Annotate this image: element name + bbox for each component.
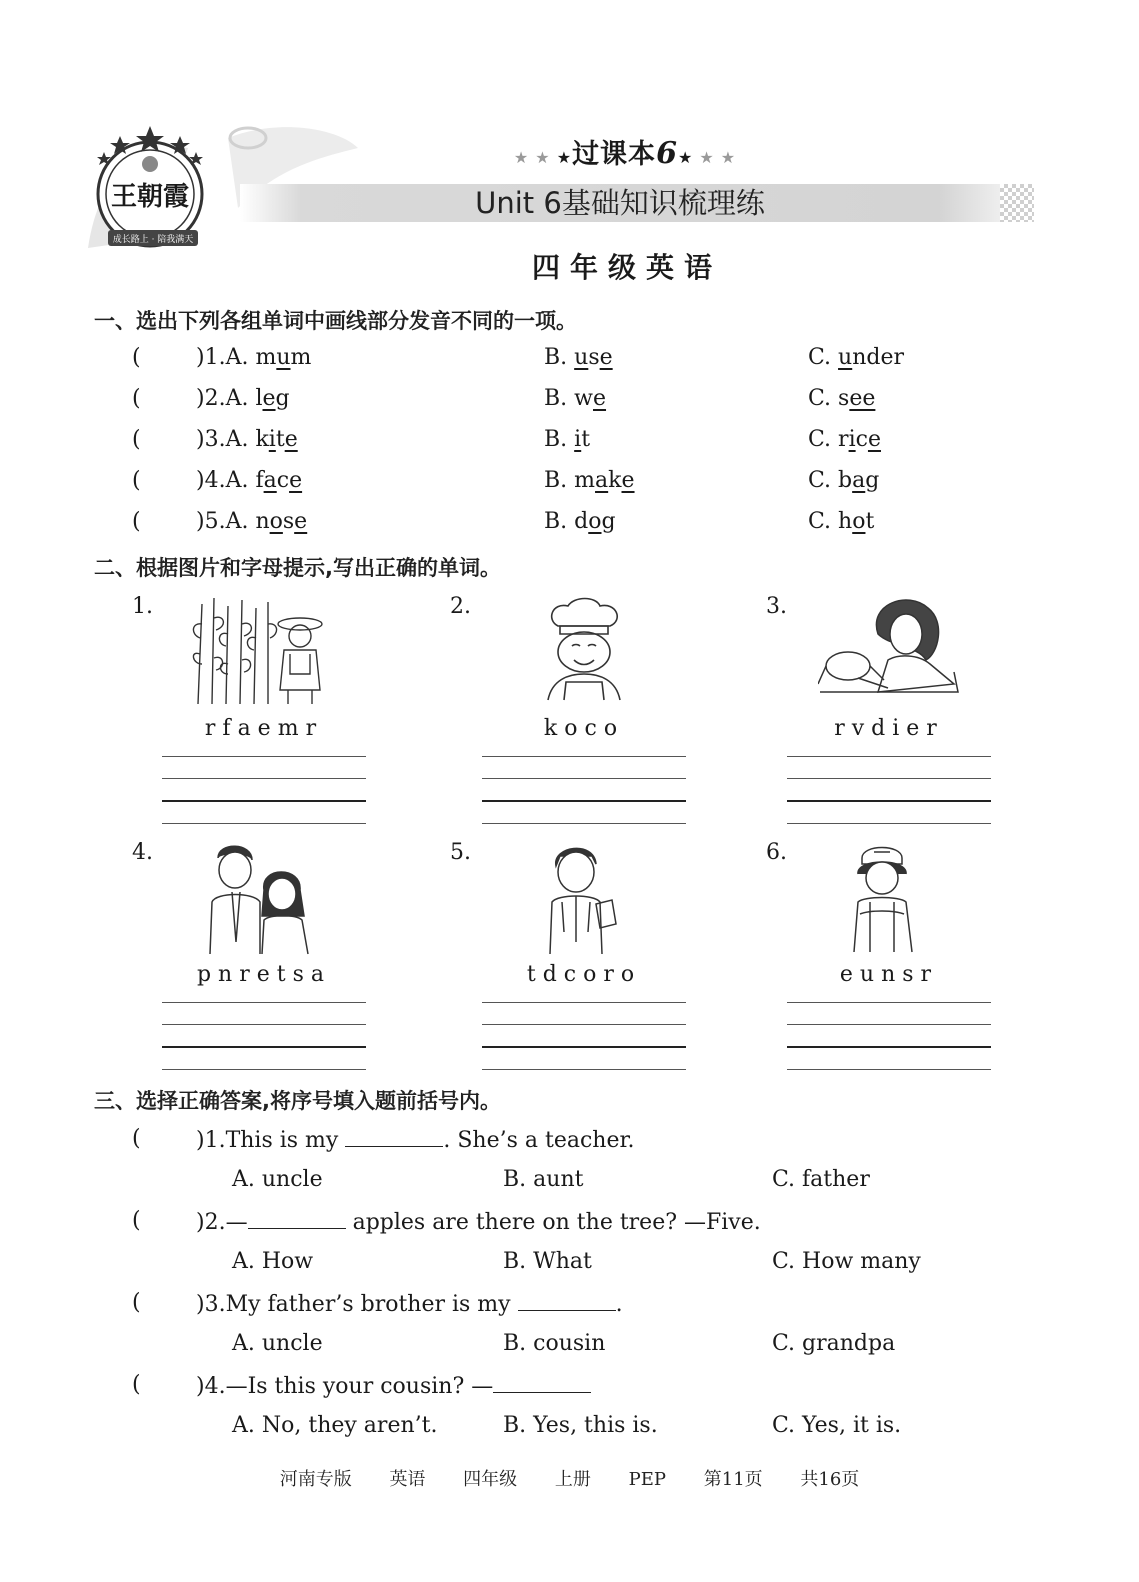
writing-line [482,778,686,779]
option-b [544,509,616,534]
footer-publisher: PEP [628,1469,667,1490]
answer-paren[interactable]: ( [132,1372,141,1397]
option-c-underlined: a [852,468,866,493]
option-a: A. uncle [232,1331,323,1356]
footer-grade: 四年级 [463,1469,518,1490]
picture-number: 2. [450,594,471,619]
option-a-letter: A. [225,386,256,411]
parents-picture [204,842,312,956]
star-icon: ★ ★ [693,148,737,167]
option-c-post: nder [852,345,905,370]
writing-line [787,800,991,802]
option-b [544,427,590,452]
option-c: C. father [772,1167,870,1192]
picture-number: 6. [766,840,787,865]
option-c-post: c [855,427,868,452]
writing-line [787,823,991,824]
option-b-underlined: o [588,509,602,534]
option-b: B. aunt [503,1167,584,1192]
option-b-mid: t [581,427,591,452]
picture-number: 4. [132,840,153,865]
question-stem [196,1208,761,1235]
writing-lines[interactable] [162,1002,366,1091]
writing-line [482,756,686,757]
option-b-letter: B. [544,345,575,370]
option-c-pre: b [838,468,853,493]
answer-paren[interactable]: ( [132,427,141,452]
option-b-underlined: a [595,468,609,493]
question-number-text: )1. [196,345,226,370]
grade-title: 四年级英语 [531,251,722,284]
writing-line [482,1046,686,1048]
option-a-letter: A. [225,509,256,534]
option-b-underlined: u [574,345,589,370]
answer-paren[interactable]: ( [132,386,141,411]
writing-lines[interactable] [482,756,686,845]
series-title-text: 过课本 [572,139,657,170]
option-c-letter: C. [808,427,839,452]
writing-line [162,1069,366,1070]
option-a-underlined: o [269,509,283,534]
option-c-underlined: ee [849,386,876,411]
question-number-text: )3. [196,1292,226,1317]
svg-text:成长路上 · 陪我满天: 成长路上 · 陪我满天 [112,235,194,245]
option-a-underlined: i [268,427,276,452]
option-c-letter: C. [808,345,839,370]
answer-paren[interactable]: ( [132,1290,141,1315]
option-a-letter: A. [225,427,256,452]
option-a-underlined-2: e [289,468,303,493]
option-a: A. How [232,1249,314,1274]
option-b-underlined: e [593,386,607,411]
option-c [808,427,881,452]
writing-line [482,823,686,824]
question-number-text: )3. [196,427,226,452]
writing-line [482,1024,686,1025]
option-a: A. uncle [232,1167,323,1192]
unit-title: Unit 6基础知识梳理练 [475,186,765,220]
option-b [544,468,635,493]
question-text-after: . She’s a teacher. [443,1128,635,1153]
option-a-underlined: a [263,468,277,493]
question-stem [196,1372,591,1399]
star-icon: ★ [677,148,694,167]
farmer-picture [188,594,330,708]
writing-line [162,1024,366,1025]
answer-paren[interactable]: ( [132,345,141,370]
footer-subject: 英语 [389,1469,426,1490]
series-number: 6 [656,136,678,171]
option-a-post: g [275,386,290,411]
option-b [544,345,613,370]
option-c-underlined: u [838,345,853,370]
answer-paren[interactable]: ( [132,1126,141,1151]
star-icon: ★ ★ [513,148,557,167]
option-c [808,509,874,534]
series-title [500,132,750,171]
option-b: B. Yes, this is. [503,1413,658,1438]
option-a-pre: l [255,386,263,411]
option-a-underlined: u [276,345,291,370]
nurse-picture [846,844,922,954]
writing-line [162,778,366,779]
option-c [808,386,875,411]
option-b-pre: d [574,509,589,534]
option-a-pre: n [255,509,270,534]
option-a: A. No, they aren’t. [232,1413,438,1438]
option-b-mid: s [588,345,600,370]
question-number [196,468,302,493]
driver-picture [818,594,960,698]
letter-hint: rfaemr [204,716,324,741]
option-c [808,468,879,493]
letter-hint: eunsr [839,962,939,987]
writing-line [482,800,686,802]
question-number-text: )2. [196,1210,226,1235]
option-c [808,345,904,370]
writing-line [787,1069,991,1070]
option-b-letter: B. [544,509,575,534]
cook-picture [538,596,630,702]
writing-line [482,1069,686,1070]
writing-line [787,778,991,779]
letter-hint: tdcoro [526,962,642,987]
option-b-underlined-2: e [621,468,635,493]
footer-total: 共16页 [800,1469,860,1490]
option-a-letter: A. [225,345,256,370]
writing-line [787,1002,991,1003]
option-c-letter: C. [808,386,839,411]
option-b-mid: k [608,468,622,493]
option-a-post: m [290,345,312,370]
writing-lines[interactable] [787,756,991,845]
option-c: C. grandpa [772,1331,896,1356]
question-number-text: )4. [196,1374,226,1399]
question-text-before: My father’s brother is my [225,1292,518,1317]
option-c-underlined: o [852,509,866,534]
section2-title: 二、根据图片和字母提示,写出正确的单词。 [94,556,501,580]
writing-line [162,823,366,824]
fill-blank[interactable] [518,1290,616,1311]
option-b-letter: B. [544,427,575,452]
question-number-text: )5. [196,509,226,534]
option-b-letter: B. [544,468,575,493]
option-b-pre: w [574,386,593,411]
option-a-pre: m [255,345,277,370]
option-b-underlined: i [574,427,582,452]
section3-title: 三、选择正确答案,将序号填入题前括号内。 [94,1089,501,1113]
option-a-post: s [282,509,295,534]
option-a-letter: A. [225,468,256,493]
option-a-post: t [275,427,285,452]
writing-line [162,1002,366,1003]
option-a-underlined-2: e [284,427,298,452]
question-number [196,386,290,411]
question-number-text: )4. [196,468,226,493]
letter-hint: pnretsa [196,962,332,987]
letter-hint: rvdier [834,716,944,741]
writing-line [162,756,366,757]
writing-line [787,756,991,757]
picture-number: 5. [450,840,471,865]
answer-paren[interactable]: ( [132,509,141,534]
writing-line [787,1024,991,1025]
writing-lines[interactable] [787,1002,991,1091]
question-number [196,345,311,370]
option-a-underlined: e [262,386,276,411]
footer-page: 第11页 [703,1469,763,1490]
star-icon: ★ [556,148,573,167]
option-c-underlined: i [848,427,856,452]
option-c-pre: r [838,427,849,452]
question-text-after: apples are there on the tree? —Five. [345,1210,761,1235]
option-b [544,386,606,411]
option-b: B. What [503,1249,592,1274]
option-c-pre: h [838,509,853,534]
fill-blank[interactable] [493,1372,591,1393]
question-number-text: )1. [196,1128,226,1153]
fill-blank[interactable] [248,1208,346,1229]
question-text-before: This is my [225,1128,346,1153]
option-c-pre: s [838,386,850,411]
option-b-underlined-2: e [599,345,613,370]
page-footer [0,1465,1139,1491]
answer-paren[interactable]: ( [132,468,141,493]
picture-number: 3. [766,594,787,619]
option-c-underlined-2: e [867,427,881,452]
question-text-before: —Is this your cousin? — [225,1374,494,1399]
question-number-text: )2. [196,386,226,411]
option-b-mid: g [601,509,616,534]
fill-blank[interactable] [345,1126,443,1147]
option-c-post: t [865,509,875,534]
ribbon-checker-pattern [1000,184,1034,222]
option-c: C. Yes, it is. [772,1413,902,1438]
writing-lines[interactable] [162,756,366,845]
writing-line [482,1002,686,1003]
option-a-post: c [276,468,290,493]
option-b-letter: B. [544,386,575,411]
question-number [196,427,298,452]
option-b: B. cousin [503,1331,606,1356]
writing-line [162,1046,366,1048]
option-b-pre: m [574,468,596,493]
footer-edition: 河南专版 [279,1469,352,1490]
writing-lines[interactable] [482,1002,686,1091]
question-stem [196,1290,623,1317]
writing-line [162,800,366,802]
writing-line [787,1046,991,1048]
option-c: C. How many [772,1249,921,1274]
question-text-after: . [615,1292,623,1317]
answer-paren[interactable]: ( [132,1208,141,1233]
question-stem [196,1126,635,1153]
option-c-letter: C. [808,509,839,534]
letter-hint: koco [543,716,625,741]
logo-text: 王朝霞 [110,182,189,212]
section1-title: 一、选出下列各组单词中画线部分发音不同的一项。 [94,309,577,333]
option-a-pre: k [255,427,269,452]
option-c-post: g [865,468,880,493]
footer-term: 上册 [554,1469,591,1490]
question-number [196,509,307,534]
option-a-underlined-2: e [294,509,308,534]
option-a-pre: f [255,468,264,493]
picture-number: 1. [132,594,153,619]
option-c-letter: C. [808,468,839,493]
doctor-picture [544,842,620,956]
question-text-before: — [225,1210,248,1235]
